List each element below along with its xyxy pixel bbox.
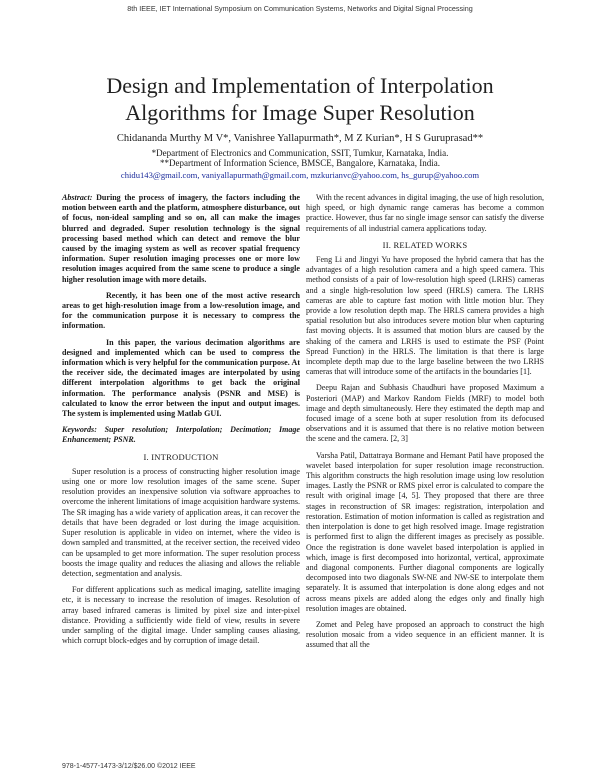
abstract-paragraph-1	[62, 193, 300, 285]
paper-title	[40, 72, 560, 126]
related-paragraph-2: Deepu Rajan and Subhasis Chaudhuri have proposed Maximum a Posteriori (MAP) and Markov Random Fields (MRF) to model both image and depth simultaneously. Here they estimated the depth map and focused image of a scene both at super resolution from its defocused observations and it is assumed that there is no relative motion between the scene and the camera. [2, 3]	[306, 383, 544, 444]
title-line-2: Algorithms for Image Super Resolution	[125, 100, 475, 125]
section-heading-related-works: II. RELATED WORKS	[382, 239, 468, 250]
abstract-paragraph-3: In this paper, the various decimation algorithms are designed and implemented which can be used to compress the information which is very helpful for the communication purpose. At the receiver side, the decimated images are interpolated by using different interpolation algorithms to get back the original information. The performance analysis (PSNR and MSE) is calculated to know the error between the input and output images. The system is implemented using Matlab GUI.	[62, 337, 300, 419]
related-paragraph-4: Zomet and Peleg have proposed an approach to construct the high resolution mosaic from a video sequence in an efficient manner. It is assumed that all the	[306, 619, 544, 650]
affiliation-2: **Department of Information Science, BMSCE, Bangalore, Karnataka, India.	[160, 158, 440, 168]
title-line-1: Design and Implementation of Interpolation	[106, 73, 494, 98]
affiliation-1: *Department of Electronics and Communication, SSIT, Tumkur, Karnataka, India.	[151, 148, 449, 158]
left-column	[62, 193, 300, 652]
right-paragraph-1: With the recent advances in digital imaging, the use of high resolution, high speed, or high dynamic range cameras has become a common practice. However, thus far no single image sensor can satisfy the diverse requirements of all industrial camera applications today.	[306, 193, 544, 233]
copyright-footer: 978-1-4577-1473-3/12/$26.00 ©2012 IEEE	[62, 763, 196, 770]
authors: Chidananda Murthy M V*, Vanishree Yallapurmath*, M Z Kurian*, H S Guruprasad**	[116, 133, 484, 144]
intro-paragraph-2: For different applications such as medical imaging, satellite imaging etc, it is necessary to increase the resolution of images. Resolution of array based infrared cameras is limited by pixel size and inter-pixel distance. Providing a sufficiently wide field of view, results in severe under sampling of the digital image. Under sampling causes aliasing, which corrupt block-edges and by corruption of image detail.	[62, 585, 300, 646]
abstract-label: Abstract:	[62, 193, 93, 202]
right-column	[306, 193, 544, 657]
section-heading-introduction: I. INTRODUCTION	[143, 451, 219, 462]
abstract-text-1: During the process of imagery, the factors including the motion between earth and the platform, atmosphere disturbance, out of focus, non-ideal sampling and so on, all can make the images blurred and degraded. Super resolution technology is the signal processing based method which can detect and remove the blur caused by the imaging system as well as recover spatial frequency information. Super resolution imaging processes one or more low resolution images acquired from the same scene to produce a single higher resolution image with more details.	[62, 193, 300, 284]
intro-paragraph-1: Super resolution is a process of constructing higher resolution image using one or more low resolution images of the same scene. Super resolution provides an inexpensive solution via software approaches to overcome the inherent limitations of image acquisition hardware systems. The SR imaging has a wide variety of application areas, it can recover the details that have been degraded or lost during the image acquisition. Super resolution is applicable in video on internet, where the video is down sampled and transmitted, at the receiver section, the received video can be upsampled to get more information. The super resolution process boosts the image quality and reduces the aliasing and allows the reliable detection, segmentation and analysis.	[62, 466, 300, 578]
conference-header: 8th IEEE, IET International Symposium on Communication Systems, Networks and Digital Signal Processing	[127, 4, 473, 13]
related-paragraph-3: Varsha Patil, Dattatraya Bormane and Hemant Patil have proposed the wavelet based interpolation for super resolution image reconstruction. This algorithm constructs the high resolution image using low resolution images. Lastly the PSNR or RMS pixel error is calculated to compare the result with original image [4, 5]. They proposed that there are three stages in reconstruction of SR images: registration, interpolation and restoration. Estimation of motion information is called as registration and then interpolation is done to get high resolved image. Image registration is performed first to align the different images as precisely as possible. Once the registration is done wavelet based interpolation is applied in which, image is first decomposed into horizontal, vertical, approximate and diagonal components. Further diagonal components are logically decomposed into two diagonals SW-NE and NW-SE to interpolate them separately. It is assumed that interpolation is done along edges and not across means pixels are added along the edges only and finally high resolution images are obtained.	[306, 450, 544, 613]
keywords: Keywords: Super resolution; Interpolation; Decimation; Image Enhancement; PSNR.	[62, 425, 300, 445]
author-emails: chidu143@gmail.com, vaniyallapurmath@gmail.com, mzkurianvc@yahoo.com, hs_gurup@yahoo.com	[120, 170, 480, 180]
abstract-paragraph-2: Recently, it has been one of the most active research areas to get high-resolution image from a low-resolution image, and for the communication purpose it is necessary to compress the information.	[62, 290, 300, 331]
related-paragraph-1: Feng Li and Jingyi Yu have proposed the hybrid camera that has the advantages of a high resolution camera and a high speed camera. This method consists of a pair of low-resolution high speed (LRHS) cameras and a single high-resolution low speed (HRLS) camera. The LRHS cameras are able to capture fast motion with little motion blur. They provide a low resolution depth map. The HRLS camera provides a high spatial resolution but also introduces severe motion blur when capturing fast moving objects. It is assumed that motion blurs are caused by the shaking of the camera and LRHS is used to estimate the PSF (Point Spread Function) in the HRLS. The limitation is that there is large incomplete depth map due to the large baseline between the two LRHS cameras that will introduce some of the artifacts in the boundaries [1].	[306, 255, 544, 377]
